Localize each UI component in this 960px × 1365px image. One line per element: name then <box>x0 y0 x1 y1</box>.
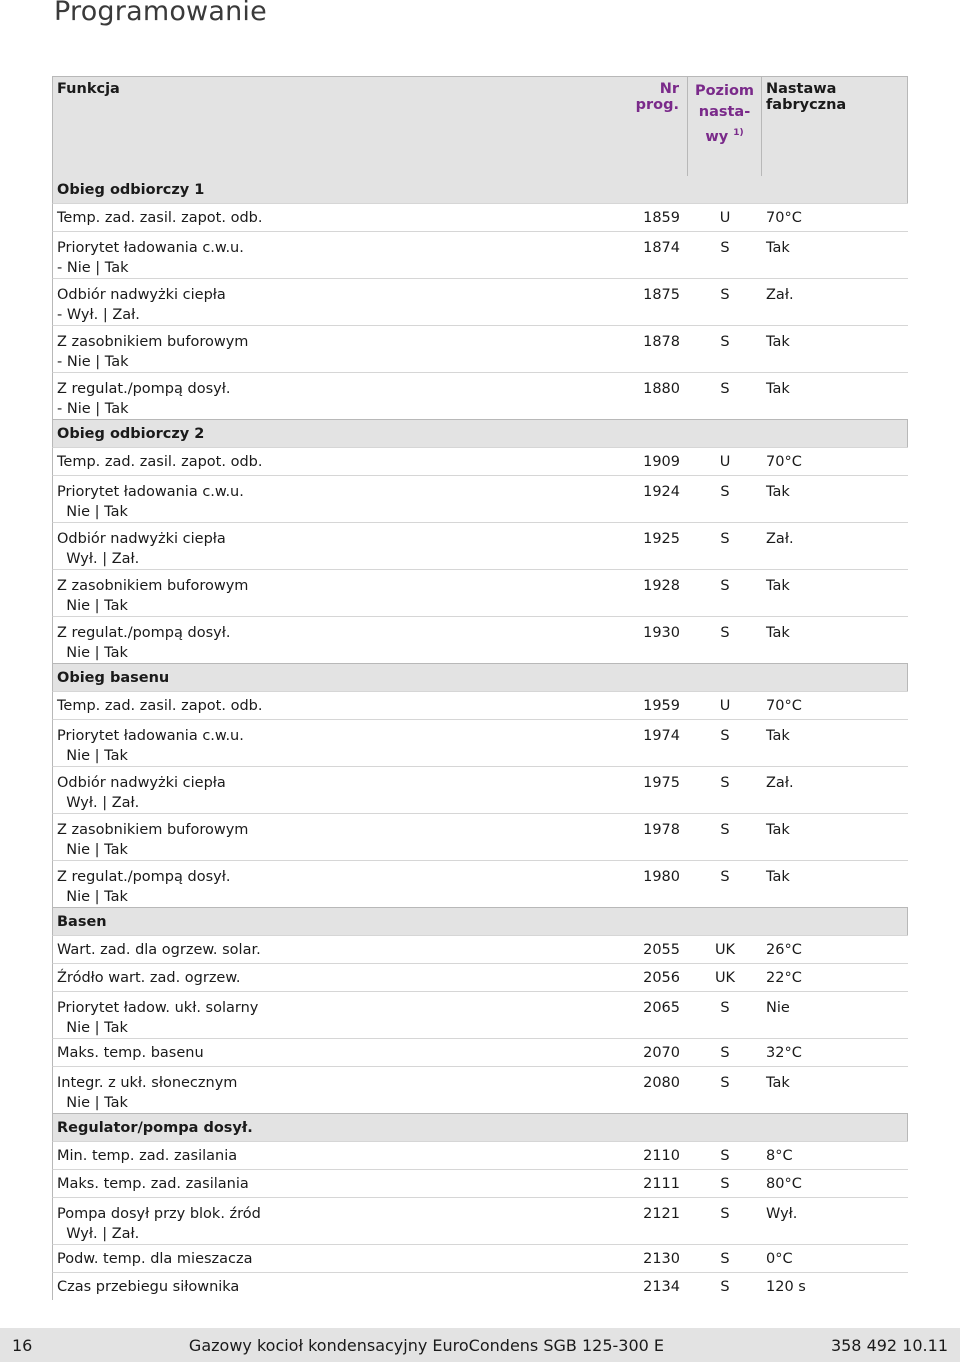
cell-level: UK <box>714 941 736 958</box>
cell-function <box>53 1204 585 1244</box>
section-title: Regulator/pompa dosył. <box>57 1119 253 1136</box>
table-row <box>52 569 908 616</box>
function-label: Odbiór nadwyżki ciepła <box>57 287 226 303</box>
cell-default: Zał. <box>766 287 794 303</box>
cell-default: 70°C <box>766 453 802 470</box>
section-title: Basen <box>57 913 107 930</box>
cell-level: S <box>720 625 730 641</box>
cell-default: 70°C <box>766 209 802 226</box>
function-label: Temp. zad. zasil. zapot. odb. <box>57 453 263 470</box>
cell-function <box>53 1249 585 1269</box>
cell-level: S <box>720 728 730 744</box>
cell-default: 26°C <box>766 941 802 958</box>
table-row <box>52 813 908 860</box>
cell-prog-nr: 1924 <box>643 484 680 500</box>
cell-default: Tak <box>766 1075 790 1091</box>
cell-default: Zał. <box>766 531 794 547</box>
header-prog-nr: Nr prog. <box>585 77 688 176</box>
cell-default: Tak <box>766 484 790 500</box>
function-label: Maks. temp. basenu <box>57 1044 204 1061</box>
cell-level: S <box>720 334 730 350</box>
cell-function <box>53 623 585 663</box>
cell-level: S <box>720 1175 730 1192</box>
table-row <box>52 325 908 372</box>
cell-prog-nr: 1928 <box>643 578 680 594</box>
cell-default: Zał. <box>766 775 794 791</box>
table-row <box>52 1141 908 1169</box>
function-label: Z regulat./pompą dosył. <box>57 869 231 885</box>
cell-default: 0°C <box>766 1250 793 1267</box>
section-title: Obieg odbiorczy 1 <box>57 181 205 198</box>
header-function: Funkcja <box>57 81 120 97</box>
table-row <box>52 1066 908 1113</box>
cell-prog-nr: 2080 <box>643 1075 680 1091</box>
cell-function <box>53 1174 585 1194</box>
section-header <box>52 176 908 203</box>
table-row <box>52 231 908 278</box>
cell-prog-nr: 1974 <box>643 728 680 744</box>
cell-prog-nr: 1978 <box>643 822 680 838</box>
function-label: Czas przebiegu siłownika <box>57 1278 240 1295</box>
table-row <box>52 1272 908 1300</box>
cell-prog-nr: 2070 <box>643 1044 680 1061</box>
cell-prog-nr: 1878 <box>643 334 680 350</box>
function-options: Nie | Tak <box>57 889 128 905</box>
table-row <box>52 1169 908 1197</box>
function-options: Nie | Tak <box>57 1020 128 1036</box>
table-row <box>52 691 908 719</box>
cell-prog-nr: 1880 <box>643 381 680 397</box>
cell-function <box>53 576 585 616</box>
header-default: Nastawa fabryczna <box>766 81 847 113</box>
table-row <box>52 1244 908 1272</box>
function-options: Wył. | Zał. <box>57 1226 140 1242</box>
cell-function <box>53 332 585 372</box>
cell-function <box>53 696 585 716</box>
function-options: Wył. | Zał. <box>57 551 140 567</box>
cell-function <box>53 379 585 419</box>
cell-default: Wył. <box>766 1206 798 1222</box>
cell-default: Nie <box>766 1000 790 1016</box>
function-label: Temp. zad. zasil. zapot. odb. <box>57 209 263 226</box>
cell-function <box>53 238 585 278</box>
function-options: Nie | Tak <box>57 504 128 520</box>
page-footer <box>0 1328 960 1362</box>
cell-function <box>53 726 585 766</box>
cell-default: Tak <box>766 728 790 744</box>
cell-default: Tak <box>766 625 790 641</box>
function-options: Nie | Tak <box>57 598 128 614</box>
cell-level: U <box>719 697 731 714</box>
cell-level: S <box>720 1044 730 1061</box>
cell-level: U <box>719 209 731 226</box>
cell-function <box>53 208 585 228</box>
cell-default: 80°C <box>766 1175 802 1192</box>
function-label: Z zasobnikiem buforowym <box>57 578 249 594</box>
table-row <box>52 475 908 522</box>
cell-default: Tak <box>766 240 790 256</box>
cell-function <box>53 773 585 813</box>
cell-default: Tak <box>766 334 790 350</box>
cell-prog-nr: 2110 <box>643 1147 680 1164</box>
table-row <box>52 935 908 963</box>
function-options: Nie | Tak <box>57 842 128 858</box>
table-row <box>52 278 908 325</box>
cell-prog-nr: 1874 <box>643 240 680 256</box>
cell-level: S <box>720 1000 730 1016</box>
cell-prog-nr: 2130 <box>643 1250 680 1267</box>
function-label: Priorytet ładowania c.w.u. <box>57 728 244 744</box>
cell-level: UK <box>714 969 736 986</box>
page-title: Programowanie <box>54 0 267 27</box>
cell-level: S <box>720 531 730 547</box>
table-row <box>52 1038 908 1066</box>
footer-document-title: Gazowy kocioł kondensacyjny EuroCondens SGB 125-300 E <box>188 1335 665 1355</box>
cell-default: Tak <box>766 869 790 885</box>
table-row <box>52 1197 908 1244</box>
table-row <box>52 963 908 991</box>
section-header <box>52 907 908 935</box>
function-options: Nie | Tak <box>57 1095 128 1111</box>
cell-prog-nr: 2121 <box>643 1206 680 1222</box>
cell-default: 32°C <box>766 1044 802 1061</box>
section-title: Obieg odbiorczy 2 <box>57 425 205 442</box>
cell-level: S <box>720 1075 730 1091</box>
function-label: Priorytet ładowania c.w.u. <box>57 484 244 500</box>
function-options: Wył. | Zał. <box>57 795 140 811</box>
cell-default: 70°C <box>766 697 802 714</box>
cell-function <box>53 452 585 472</box>
function-options: - Nie | Tak <box>57 401 129 417</box>
section-header <box>52 1113 908 1141</box>
table-row <box>52 522 908 569</box>
cell-function <box>53 968 585 988</box>
table-row <box>52 766 908 813</box>
function-options: - Wył. | Zał. <box>57 307 140 323</box>
cell-prog-nr: 1925 <box>643 531 680 547</box>
function-label: Priorytet ładow. ukł. solarny <box>57 1000 259 1016</box>
cell-default: Tak <box>766 578 790 594</box>
function-options: Nie | Tak <box>57 645 128 661</box>
function-label: Temp. zad. zasil. zapot. odb. <box>57 697 263 714</box>
cell-prog-nr: 2055 <box>643 941 680 958</box>
cell-function <box>53 820 585 860</box>
settings-table <box>52 76 908 1300</box>
cell-prog-nr: 1875 <box>643 287 680 303</box>
cell-function <box>53 867 585 907</box>
cell-prog-nr: 1930 <box>643 625 680 641</box>
function-label: Priorytet ładowania c.w.u. <box>57 240 244 256</box>
cell-prog-nr: 1980 <box>643 869 680 885</box>
function-options: - Nie | Tak <box>57 354 129 370</box>
function-label: Z regulat./pompą dosył. <box>57 381 231 397</box>
cell-function <box>53 998 585 1038</box>
section-header <box>52 663 908 691</box>
footer-page-number: 16 <box>12 1335 33 1355</box>
cell-prog-nr: 1909 <box>643 453 680 470</box>
cell-prog-nr: 2111 <box>643 1175 680 1192</box>
function-label: Z zasobnikiem buforowym <box>57 822 249 838</box>
function-label: Podw. temp. dla mieszacza <box>57 1250 253 1267</box>
function-label: Odbiór nadwyżki ciepła <box>57 531 226 547</box>
cell-default: 120 s <box>766 1278 806 1295</box>
cell-default: Tak <box>766 381 790 397</box>
table-row <box>52 860 908 907</box>
table-header <box>52 76 908 176</box>
table-row <box>52 991 908 1038</box>
section-title: Obieg basenu <box>57 669 170 686</box>
cell-function <box>53 940 585 960</box>
cell-function <box>53 1146 585 1166</box>
cell-function <box>53 1277 585 1297</box>
function-options: - Nie | Tak <box>57 260 129 276</box>
cell-level: S <box>720 240 730 256</box>
cell-level: S <box>720 1250 730 1267</box>
table-row <box>52 616 908 663</box>
header-level: Poziom nasta- wy $^{1)}$ <box>688 77 762 176</box>
cell-prog-nr: 2056 <box>643 969 680 986</box>
cell-function <box>53 1073 585 1113</box>
cell-level: S <box>720 578 730 594</box>
cell-function <box>53 529 585 569</box>
function-label: Min. temp. zad. zasilania <box>57 1147 238 1164</box>
cell-prog-nr: 2134 <box>643 1278 680 1295</box>
cell-function <box>53 285 585 325</box>
cell-level: S <box>720 1147 730 1164</box>
cell-prog-nr: 1959 <box>643 697 680 714</box>
function-label: Źródło wart. zad. ogrzew. <box>57 969 241 986</box>
cell-level: S <box>720 822 730 838</box>
function-label: Odbiór nadwyżki ciepła <box>57 775 226 791</box>
cell-level: S <box>720 484 730 500</box>
table-body <box>52 176 908 1300</box>
cell-default: 8°C <box>766 1147 793 1164</box>
cell-level: S <box>720 381 730 397</box>
cell-default: Tak <box>766 822 790 838</box>
cell-level: S <box>720 1278 730 1295</box>
cell-prog-nr: 1859 <box>643 209 680 226</box>
footer-document-code: 358 492 10.11 <box>830 1335 948 1355</box>
cell-prog-nr: 1975 <box>643 775 680 791</box>
function-label: Wart. zad. dla ogrzew. solar. <box>57 941 261 958</box>
cell-level: S <box>720 775 730 791</box>
function-label: Maks. temp. zad. zasilania <box>57 1175 249 1192</box>
section-header <box>52 419 908 447</box>
cell-prog-nr: 2065 <box>643 1000 680 1016</box>
function-label: Pompa dosył przy blok. źród <box>57 1206 261 1222</box>
function-label: Integr. z ukł. słonecznym <box>57 1075 238 1091</box>
function-options: Nie | Tak <box>57 748 128 764</box>
function-label: Z regulat./pompą dosył. <box>57 625 231 641</box>
cell-default: 22°C <box>766 969 802 986</box>
cell-function <box>53 482 585 522</box>
function-label: Z zasobnikiem buforowym <box>57 334 249 350</box>
cell-function <box>53 1043 585 1063</box>
cell-level: S <box>720 1206 730 1222</box>
cell-level: S <box>720 869 730 885</box>
table-row <box>52 203 908 231</box>
cell-level: S <box>720 287 730 303</box>
cell-level: U <box>719 453 731 470</box>
table-row <box>52 719 908 766</box>
table-row <box>52 372 908 419</box>
table-row <box>52 447 908 475</box>
